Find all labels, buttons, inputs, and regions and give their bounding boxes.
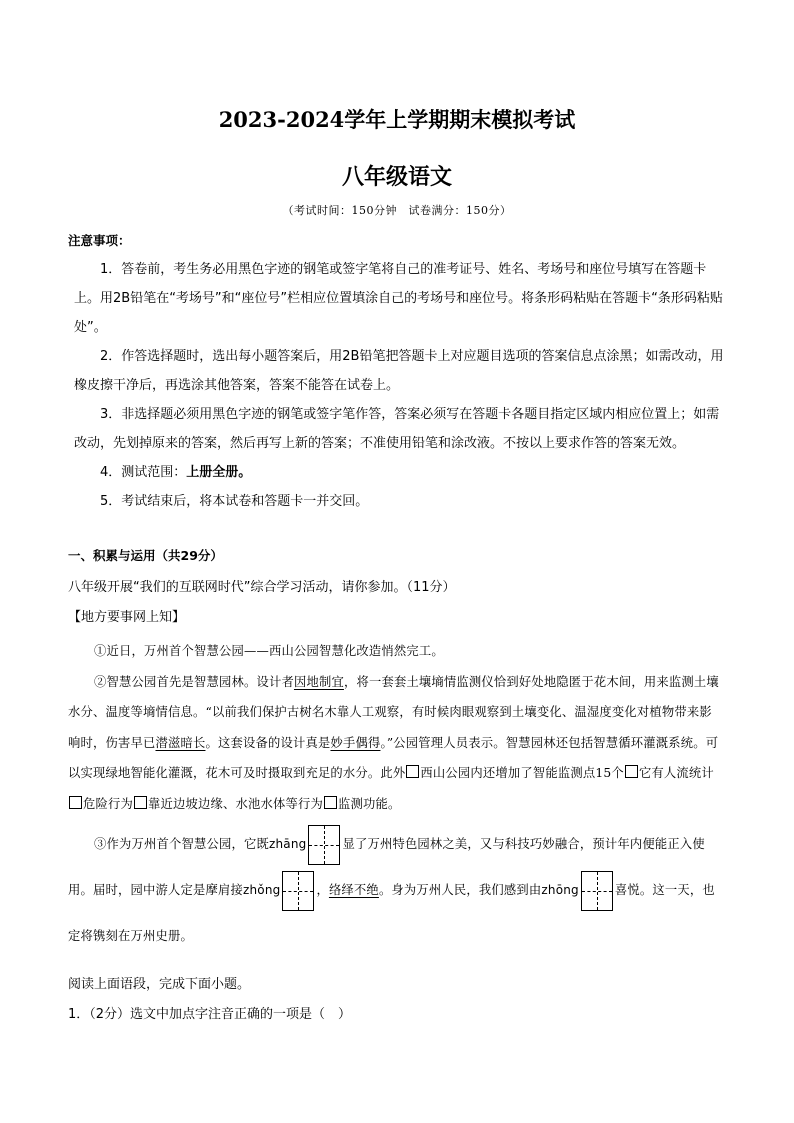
notice-item-5: 5．考试结束后，将本试卷和答题卡一并交回。 bbox=[100, 494, 369, 509]
notice-item-4-label: 4．测试范围： bbox=[100, 465, 187, 480]
notice-block bbox=[68, 226, 724, 516]
pinyin-zhang: zhāng bbox=[268, 837, 307, 851]
notice-item-3: 3．非选择题必须用黑色字迹的钢笔或签字笔作答，答案必须写在答题卡各题目指定区域内相应位置上；如需改动，先划掉原来的答案，然后再写上新的答案；不准使用铅笔和涂改液。不按以上要求作答的答案无效。 bbox=[74, 407, 720, 451]
para3-text-b: 显了万州特色园林之美，又与科技巧妙融合，预计年内便能正入使用。届时，园中游人定是摩肩接 bbox=[68, 837, 705, 897]
character-writing-box[interactable] bbox=[308, 825, 340, 865]
para2-text-d: 。”公园管理人员表示。智慧园林还包括智慧循环灌溉系统。可以实现绿地智能化灌溉，花木可及时摄取到充足的水分。此外 bbox=[68, 735, 719, 780]
notice-item-4 bbox=[74, 458, 724, 487]
question-1: 1．（2分）选文中加点字注音正确的一项是（ ） bbox=[68, 1007, 352, 1022]
para2-text-g: 危险行为 bbox=[83, 796, 133, 811]
para2-text-c: 。这套设备的设计真是 bbox=[205, 735, 331, 750]
passage bbox=[68, 636, 724, 959]
pinyin-zhong1: zhōng bbox=[541, 883, 579, 897]
punctuation-blank-box[interactable] bbox=[324, 796, 337, 809]
local-news-heading: 【地方要事网上知】 bbox=[68, 610, 186, 625]
para2-text-a: ②智慧公园首先是智慧园林。设计者 bbox=[94, 674, 294, 689]
para2-text-e: 西山公园内还增加了智能监测点15个 bbox=[420, 766, 624, 780]
para2-text-f: 它有人流统计 bbox=[638, 766, 714, 780]
para3-text-a: ③作为万州首个智慧公园，它既 bbox=[94, 837, 269, 851]
test-scope: 上册全册。 bbox=[186, 465, 252, 480]
passage-para-3 bbox=[68, 821, 724, 959]
para2-text-b: ，将一套套土壤墒情监测仪恰到好处地隐匿于花木间，用来监测土壤水分、温度等墒情信息。“以前我们保护古树名木靠人工观察，有时候肉眼观察到土壤变化、温湿度变化对植物带来影响时，伤害早已 bbox=[68, 674, 719, 750]
underlined-idiom-3: 妙手偶得 bbox=[330, 735, 381, 750]
notice-heading: 注意事项： bbox=[68, 233, 131, 248]
para3-text-d: 。身为万州人民，我们感到由 bbox=[378, 883, 542, 897]
notice-item-2: 2．作答选择题时，选出每小题答案后，用2B铅笔把答题卡上对应题目选项的答案信息点涂黑；如需改动，用橡皮擦干净后，再选涂其他答案，答案不能答在试卷上。 bbox=[74, 349, 724, 393]
para3-text-e: 喜悦。这一天，也定将镌刻在万州史册。 bbox=[68, 883, 715, 943]
activity-intro: 八年级开展“我们的互联网时代”综合学习活动，请你参加。（11分） bbox=[68, 580, 456, 595]
para3-text-c: ， bbox=[316, 883, 329, 897]
notice-item-1: 1．答卷前，考生务必用黑色字迹的钢笔或签字笔将自己的准考证号、姓名、考场号和座位号填写在答题卡上。用2B铅笔在“考场号”和“座位号”栏相应位置填涂自己的考场号和座位号。将条形码粘贴在答题卡“条形码粘贴处”。 bbox=[74, 262, 723, 335]
punctuation-blank-box[interactable] bbox=[134, 796, 147, 809]
para2-text-i: 监测功能。 bbox=[337, 796, 401, 811]
underlined-idiom-2: 潜滋暗长 bbox=[155, 735, 206, 750]
punctuation-blank-box[interactable] bbox=[406, 765, 419, 778]
punctuation-blank-box[interactable] bbox=[69, 796, 82, 809]
underlined-idiom-4: 络绎不绝 bbox=[328, 883, 379, 897]
exam-info: （考试时间：150分钟 试卷满分：150分） bbox=[282, 204, 512, 217]
section-heading: 一、积累与运用（共29分） bbox=[68, 548, 223, 563]
punctuation-blank-box[interactable] bbox=[625, 765, 638, 778]
exam-title: 2023-2024学年上学期期末模拟考试 bbox=[218, 107, 576, 132]
subject-title: 八年级语文 bbox=[341, 164, 452, 190]
character-writing-box[interactable] bbox=[282, 871, 314, 911]
character-writing-box[interactable] bbox=[581, 871, 613, 911]
pinyin-zhong3: zhǒng bbox=[242, 883, 281, 897]
para2-text-h: 靠近边坡边缘、水池水体等行为 bbox=[148, 796, 323, 811]
passage-para-2 bbox=[68, 667, 724, 820]
reading-prompt: 阅读上面语段，完成下面小题。 bbox=[68, 977, 251, 992]
passage-para-1: ①近日，万州首个智慧公园——西山公园智慧化改造悄然完工。 bbox=[94, 644, 444, 658]
underlined-idiom-1: 因地制宜 bbox=[293, 674, 344, 689]
